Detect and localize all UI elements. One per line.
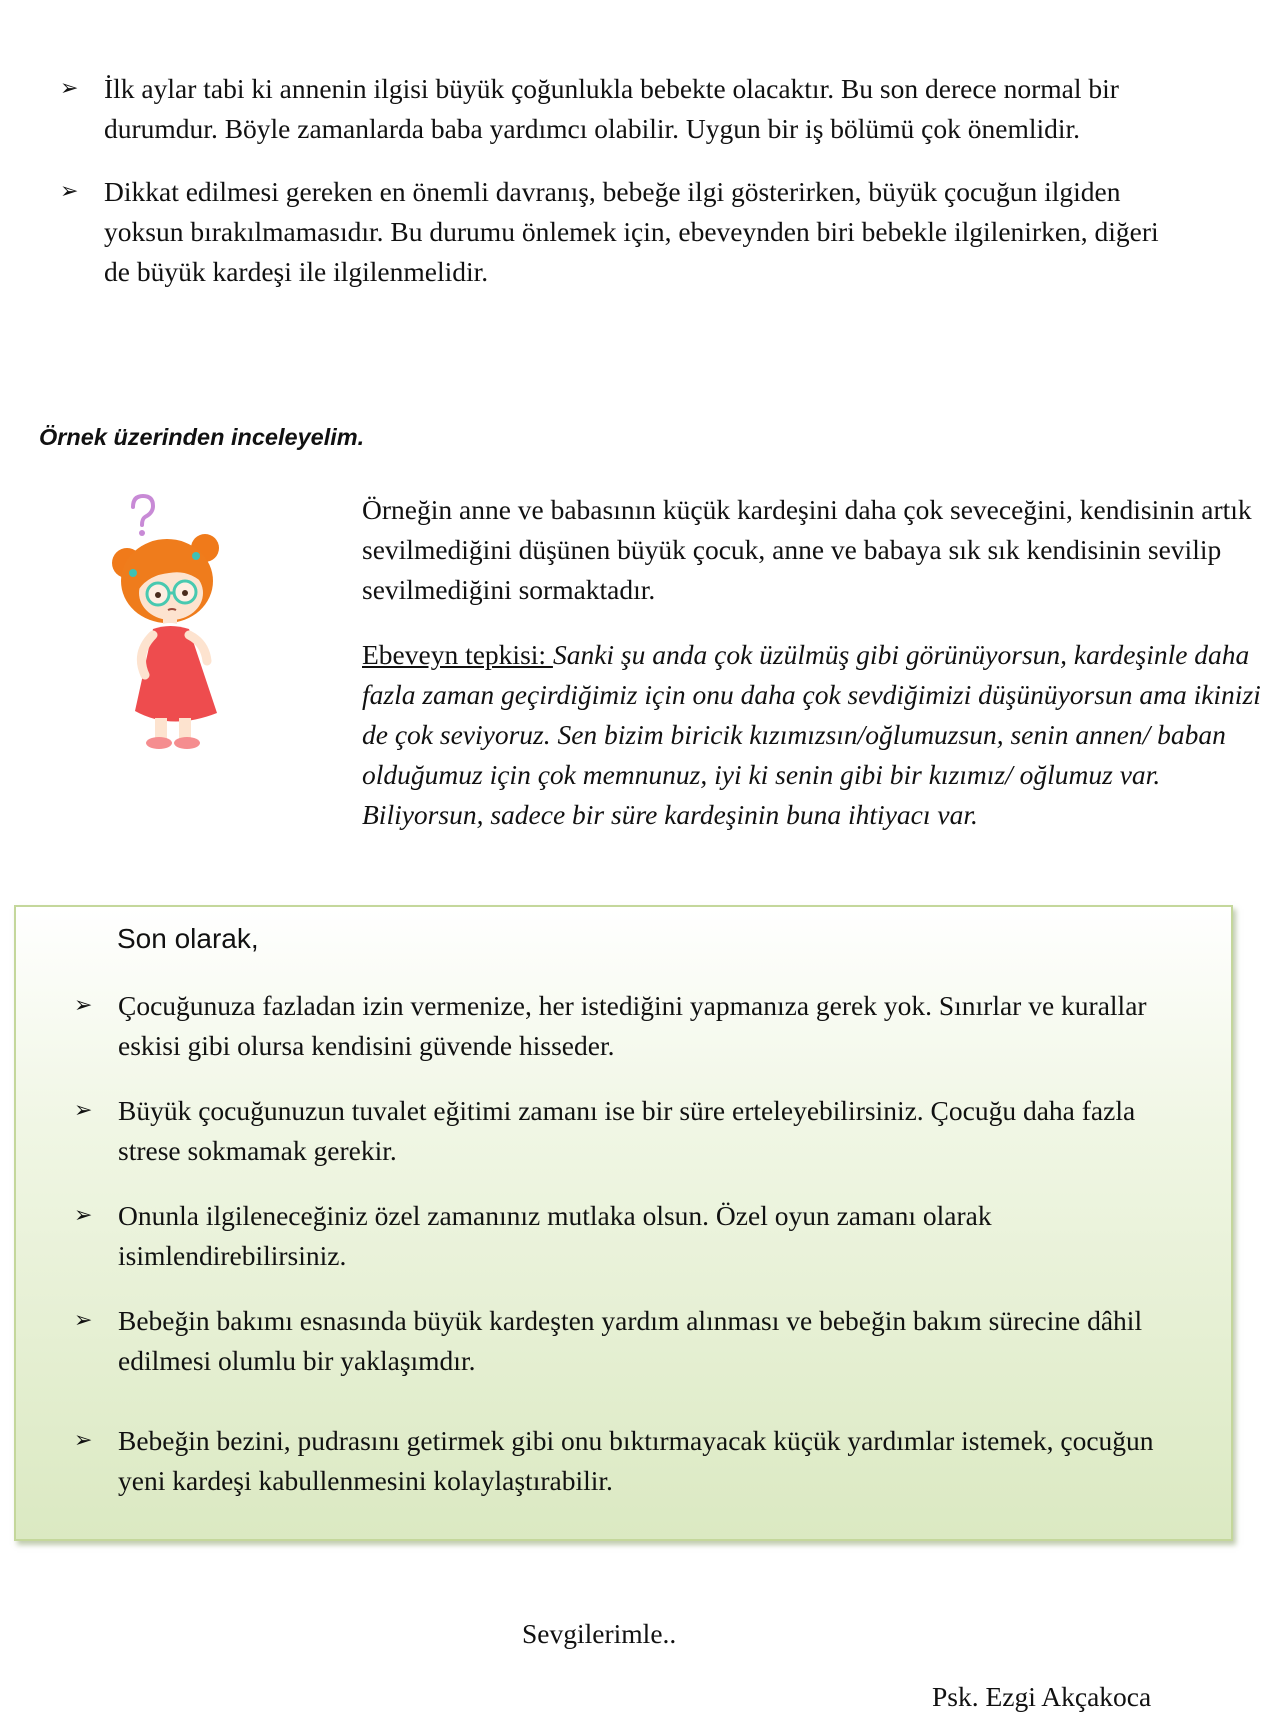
bullet-text: Dikkat edilmesi gereken en önemli davranış, bebeğe ilgi gösterirken, büyük çocuğun ilgiden yoksun bırakılmamasıdır. Bu durumu önlemek için, ebeveynden biri bebekle ilgilenirken, diğeri de büyük kardeşi ile ilgilenmelidir. <box>104 176 1159 287</box>
list-item <box>74 1301 1194 1381</box>
top-bullet-list <box>60 69 1190 292</box>
arrow-bullet-icon: ➢ <box>60 76 79 101</box>
confused-girl-icon <box>105 493 265 753</box>
arrow-bullet-icon: ➢ <box>74 993 93 1018</box>
list-item <box>74 1196 1194 1276</box>
arrow-bullet-icon: ➢ <box>74 1203 93 1228</box>
final-heading: Son olarak, <box>117 923 259 954</box>
list-item <box>60 69 1190 149</box>
bullet-text: Büyük çocuğunuzun tuvalet eğitimi zamanı ise bir süre erteleyebilirsiniz. Çocuğu daha fazla strese sokmamak gerekir. <box>118 1095 1136 1166</box>
list-item <box>60 172 1190 292</box>
example-paragraph: Örneğin anne ve babasının küçük kardeşini daha çok seveceğini, kendisinin artık sevilmediğini düşünen büyük çocuk, anne ve babaya sık sık kendisinin sevilip sevilmediğini sormaktadır. <box>362 494 1252 605</box>
bullet-text: Onunla ilgileneceğiniz özel zamanınız mutlaka olsun. Özel oyun zamanı olarak isimlendirebilirsiniz. <box>118 1200 992 1271</box>
bullet-text: Bebeğin bakımı esnasında büyük kardeşten yardım alınması ve bebeğin bakım sürecine dâhil edilmesi olumlu bir yaklaşımdır. <box>118 1305 1143 1376</box>
bullet-text: Bebeğin bezini, pudrasını getirmek gibi onu bıktırmayacak küçük yardımlar istemek, çocuğun yeni kardeşi kabullenmesini kolaylaştırabilir. <box>118 1425 1154 1496</box>
bullet-text: Çocuğunuza fazladan izin vermenize, her istediğini yapmanıza gerek yok. Sınırlar ve kurallar eskisi gibi olursa kendisini güvende hisseder. <box>118 990 1147 1061</box>
response-text: Sanki şu anda çok üzülmüş gibi görünüyorsun, kardeşinle daha fazla zaman geçirdiğimiz için onu daha çok sevdiğimizi düşünüyorsun ama ikinizi de çok seviyoruz. Sen bizim biricik kızımızsın/oğlumuzsun, senin annen/ baban olduğumuz için çok memnunuz, iyi ki senin gibi bir kızımız/ oğlumuz var. Biliyorsun, sadece bir süre kardeşinin buna ihtiyacı var. <box>362 639 1261 830</box>
list-item <box>74 1091 1194 1171</box>
list-item <box>74 1421 1194 1501</box>
example-heading: Örnek üzerinden inceleyelim. <box>39 424 365 450</box>
response-label: Ebeveyn tepkisi: <box>362 639 553 670</box>
bullet-text: İlk aylar tabi ki annenin ilgisi büyük çoğunlukla bebekte olacaktır. Bu son derece normal bir durumdur. Böyle zamanlarda baba yardımcı olabilir. Uygun bir iş bölümü çok önemlidir. <box>104 73 1119 144</box>
final-tips-box <box>14 905 1233 1541</box>
arrow-bullet-icon: ➢ <box>60 179 79 204</box>
signature: Psk. Ezgi Akçakoca <box>932 1681 1152 1712</box>
arrow-bullet-icon: ➢ <box>74 1098 93 1123</box>
arrow-bullet-icon: ➢ <box>74 1428 93 1453</box>
list-item <box>74 986 1194 1066</box>
arrow-bullet-icon: ➢ <box>74 1308 93 1333</box>
final-bullet-list <box>74 986 1194 1501</box>
closing-text: Sevgilerimle.. <box>522 1618 677 1649</box>
parent-response <box>362 635 1280 835</box>
